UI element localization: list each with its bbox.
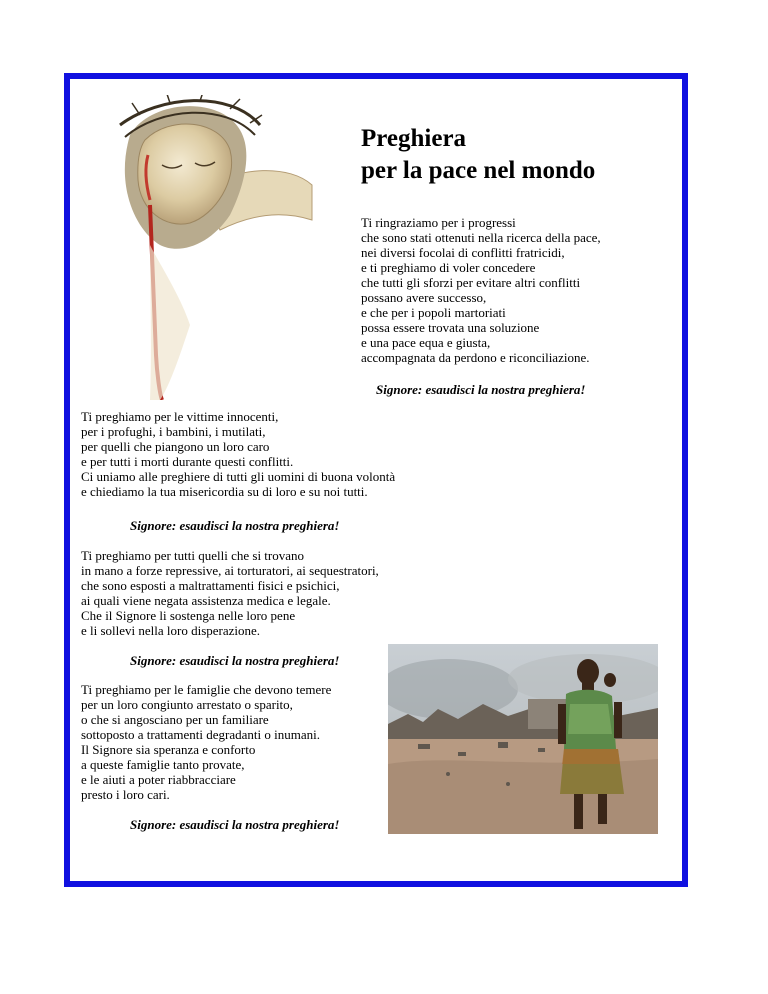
page-frame [64, 73, 688, 887]
refrain-1: Signore: esaudisci la nostra preghiera! [376, 382, 586, 397]
paragraph-families: Ti preghiamo per le famiglie che devono temere per un loro congiunto arrestato o sparito, o che si angosciano per un familiare sottoposto a trattamenti degradanti o inumani. Il Signore sia speranza e conforto a queste famiglie tanto provate, e le aiuti a poter riabbracciare presto i loro cari. [81, 682, 332, 802]
paragraph-victims: Ti preghiamo per le vittime innocenti, per i profughi, i bambini, i mutilati, per quelli che piangono un loro caro e per tutti i morti durante questi conflitti. Ci uniamo alle preghiere di tutti gli uomini di buona volontà e chiediamo la tua misericordia su di loro e su noi tutti. [81, 409, 396, 499]
paragraph-oppressed: Ti preghiamo per tutti quelli che si trovano in mano a forze repressive, ai torturatori, ai sequestratori, che sono esposti a maltrattamenti fisici e psichici, ai quali viene negata assistenza medica e legale. Che il Signore li sostenga nelle loro pene e li sollevi nella loro disperazione. [81, 548, 379, 638]
intro-paragraph: Ti ringraziamo per i progressi che sono stati ottenuti nella ricerca della pace, nei diversi focolai di conflitti fratricidi, e ti preghiamo di voler concedere che tutti gli sforzi per evitare altri conflitti possano avere successo, e che per i popoli martoriati possa essere trovata una soluzione e una pace equa e giusta, accompagnata da perdono e riconciliazione. [361, 215, 601, 365]
document-title: Preghiera per la pace nel mondo [361, 125, 596, 184]
refrain-2: Signore: esaudisci la nostra preghiera! [130, 518, 340, 533]
crucifix-illustration [90, 95, 315, 400]
war-photo [388, 644, 658, 834]
refrain-3: Signore: esaudisci la nostra preghiera! [130, 653, 340, 668]
refrain-4: Signore: esaudisci la nostra preghiera! [130, 817, 340, 832]
